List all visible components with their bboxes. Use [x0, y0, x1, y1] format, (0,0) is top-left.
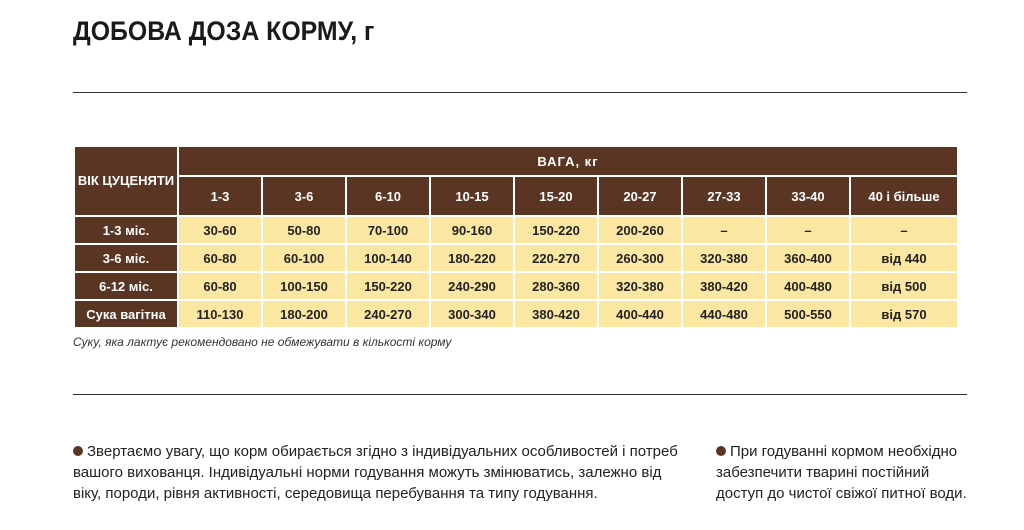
water-text: При годуванні кормом необхідно забезпечити тварині постійний доступ до чистої свіжої питної води. [716, 443, 967, 502]
table-cell: 400-440 [599, 301, 681, 327]
lactation-note: Суку, яка лактує рекомендовано не обмежувати в кількості корму [73, 335, 452, 349]
table-cell: 180-200 [263, 301, 345, 327]
table-cell: 110-130 [179, 301, 261, 327]
row-label: 3-6 міс. [75, 245, 177, 271]
table-cell: 400-480 [767, 273, 849, 299]
table-cell: 30-60 [179, 217, 261, 243]
table-cell: 200-260 [599, 217, 681, 243]
weight-column-header: 20-27 [599, 177, 681, 215]
table-cell: від 570 [851, 301, 957, 327]
row-label: Сука вагітна [75, 301, 177, 327]
table-cell: 60-80 [179, 273, 261, 299]
table-cell: 260-300 [599, 245, 681, 271]
table-cell: 100-140 [347, 245, 429, 271]
table-cell: 360-400 [767, 245, 849, 271]
table-cell: 100-150 [263, 273, 345, 299]
bullet-icon [716, 446, 726, 456]
table-row [75, 273, 957, 299]
weight-column-header: 6-10 [347, 177, 429, 215]
weight-column-header: 40 і більше [851, 177, 957, 215]
table-row [75, 301, 957, 327]
table-cell: 320-380 [683, 245, 765, 271]
table-cell: 300-340 [431, 301, 513, 327]
table-cell: 60-80 [179, 245, 261, 271]
table-cell: 220-270 [515, 245, 597, 271]
row-label: 1-3 міс. [75, 217, 177, 243]
weight-column-header: 1-3 [179, 177, 261, 215]
table-cell: 240-290 [431, 273, 513, 299]
table-cell: 380-420 [683, 273, 765, 299]
table-row [75, 245, 957, 271]
weight-column-header: 33-40 [767, 177, 849, 215]
table-cell: 150-220 [515, 217, 597, 243]
table-cell: 240-270 [347, 301, 429, 327]
table-cell: 380-420 [515, 301, 597, 327]
weight-header: ВАГА, кг [179, 147, 957, 175]
top-divider [73, 92, 967, 93]
table-cell: 70-100 [347, 217, 429, 243]
table-cell: 150-220 [347, 273, 429, 299]
table-cell: від 500 [851, 273, 957, 299]
table-cell: 60-100 [263, 245, 345, 271]
weight-column-header: 15-20 [515, 177, 597, 215]
weight-column-header: 3-6 [263, 177, 345, 215]
bullet-icon [73, 446, 83, 456]
table-cell: 280-360 [515, 273, 597, 299]
row-label: 6-12 міс. [75, 273, 177, 299]
age-column-header: ВІК ЦУЦЕНЯТИ [75, 147, 177, 215]
table-cell: 440-480 [683, 301, 765, 327]
weight-column-header: 10-15 [431, 177, 513, 215]
table-cell: 50-80 [263, 217, 345, 243]
table-cell: від 440 [851, 245, 957, 271]
advice-paragraph [73, 441, 683, 504]
bottom-divider [73, 394, 967, 395]
table-cell: – [683, 217, 765, 243]
table-cell: – [851, 217, 957, 243]
advice-text: Звертаємо увагу, що корм обирається згідно з індивідуальних особливостей і потреб вашого вихованця. Індивідуальні норми годування можуть змінюватись, залежно від віку, породи, рівня активності, середовища перебування та типу годування. [73, 443, 678, 502]
table-cell: – [767, 217, 849, 243]
page-title: ДОБОВА ДОЗА КОРМУ, г [73, 16, 375, 46]
feeding-table [73, 145, 959, 329]
table-row [75, 217, 957, 243]
table-cell: 180-220 [431, 245, 513, 271]
table-cell: 90-160 [431, 217, 513, 243]
table-cell: 500-550 [767, 301, 849, 327]
table-cell: 320-380 [599, 273, 681, 299]
water-paragraph [716, 441, 976, 504]
weight-column-header: 27-33 [683, 177, 765, 215]
